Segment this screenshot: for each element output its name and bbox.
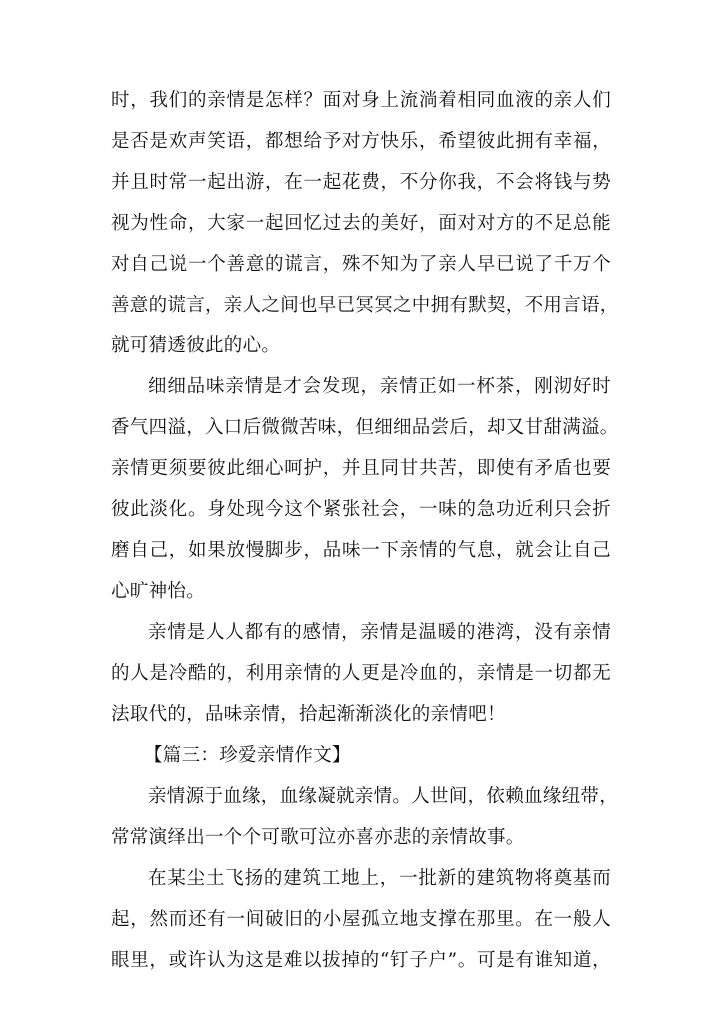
text-line: 香气四溢，入口后微微苦味，但细细品尝后，却又甘甜满溢。 bbox=[111, 417, 619, 438]
text-line: 时，我们的亲情是怎样？面对身上流淌着相同血液的亲人们 bbox=[111, 90, 611, 111]
text-line: 眼里，或许认为这是难以拔掉的“钉子户”。可是有谁知道， bbox=[111, 950, 611, 971]
text-line: 细细品味亲情是才会发现，亲情正如一杯茶，刚沏好时 bbox=[148, 376, 611, 397]
text-line: 磨自己，如果放慢脚步，品味一下亲情的气息，就会让自己 bbox=[111, 540, 611, 561]
text-line: 并且时常一起出游，在一起花费，不分你我，不会将钱与势 bbox=[111, 172, 611, 193]
section-heading: 【篇三：珍爱亲情作文】 bbox=[144, 745, 351, 766]
text-line: 的人是冷酷的，利用亲情的人更是冷血的，亲情是一切都无 bbox=[111, 663, 611, 684]
text-line: 在某尘土飞扬的建筑工地上，一批新的建筑物将奠基而 bbox=[148, 868, 611, 889]
text-line: 对自己说一个善意的谎言，殊不知为了亲人早已说了千万个 bbox=[111, 254, 611, 275]
text-line: 常常演绎出一个个可歌可泣亦喜亦悲的亲情故事。 bbox=[111, 827, 525, 848]
text-line: 亲情源于血缘，血缘凝就亲情。人世间，依赖血缘纽带， bbox=[148, 786, 619, 807]
text-line: 亲情更须要彼此细心呵护，并且同甘共苦，即使有矛盾也要 bbox=[111, 458, 611, 479]
text-line: 法取代的，品味亲情，拾起渐渐淡化的亲情吧！ bbox=[111, 704, 506, 725]
text-line: 善意的谎言，亲人之间也早已冥冥之中拥有默契，不用言语， bbox=[111, 295, 619, 316]
text-line: 亲情是人人都有的感情，亲情是温暖的港湾，没有亲情 bbox=[148, 622, 611, 643]
text-line: 彼此淡化。身处现今这个紧张社会，一味的急功近利只会折 bbox=[111, 499, 611, 520]
text-line: 心旷神怡。 bbox=[111, 581, 206, 602]
text-line: 是否是欢声笑语，都想给予对方快乐，希望彼此拥有幸福， bbox=[111, 131, 611, 152]
text-line: 视为性命，大家一起回忆过去的美好，面对对方的不足总能 bbox=[111, 213, 611, 234]
text-line: 起，然而还有一间破旧的小屋孤立地支撑在那里。在一般人 bbox=[111, 909, 611, 930]
text-line: 就可猜透彼此的心。 bbox=[111, 335, 281, 356]
